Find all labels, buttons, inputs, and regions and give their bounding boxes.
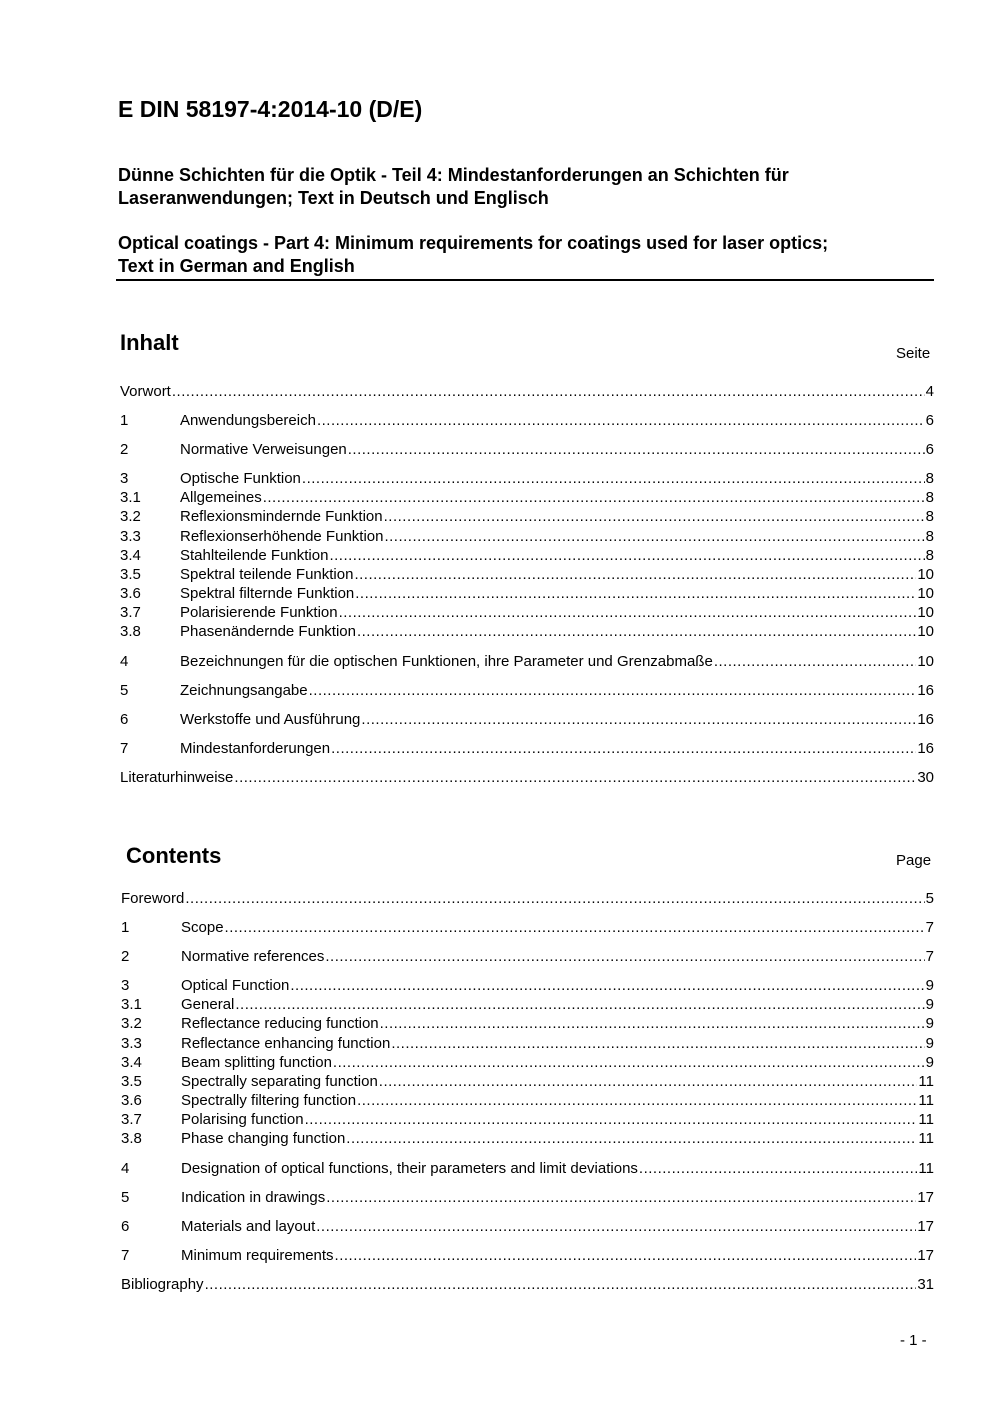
toc-entry-label: Optische Funktion [180,470,301,487]
toc-entry-number: 1 [121,919,130,936]
title-divider [116,279,934,281]
toc-entry-label: Spectrally filtering function [181,1092,357,1109]
subtitle-german-line: Laseranwendungen; Text in Deutsch und Englisch [118,188,549,208]
toc-entry-number: 3.6 [121,1092,142,1109]
toc-entry-label: Reflectance enhancing function [181,1035,391,1052]
toc-entry[interactable] [121,1054,934,1073]
toc-dot-leader [235,996,924,1013]
toc-entry-number: 3.3 [121,1035,142,1052]
toc-entry-number: 4 [121,1160,130,1177]
toc-entry-page: 9 [925,977,934,994]
toc-entry-label: Mindestanforderungen [180,740,331,757]
toc-entry-page: 9 [925,1035,934,1052]
toc-page-label-en: Page [896,852,932,869]
toc-entry-label: Normative references [181,948,325,965]
toc-entry-number: 2 [120,441,129,458]
toc-entry[interactable] [120,547,934,566]
toc-entry-label: Anwendungsbereich [180,412,316,429]
toc-entry-number: 3.1 [120,489,141,506]
toc-entry-number: 3.1 [121,996,142,1013]
toc-dot-leader [317,412,925,429]
toc-entry-label: Spectrally separating function [181,1073,378,1090]
toc-entry-page: 16 [917,682,934,699]
toc-dot-leader [379,1073,918,1090]
toc-entry-label: Scope [181,919,224,936]
toc-entry[interactable] [121,1247,934,1266]
toc-entry-label: Indication in drawings [181,1189,326,1206]
toc-dot-leader [234,769,916,786]
toc-dot-leader [380,1015,925,1032]
toc-entry-page: 11 [918,1092,934,1109]
toc-entry-label: General [181,996,235,1013]
toc-entry[interactable] [120,470,934,489]
toc-dot-leader [346,1130,917,1147]
toc-entry-label: Spektral teilende Funktion [180,566,354,583]
toc-dot-leader [384,508,925,525]
toc-dot-leader [225,919,925,936]
toc-entry[interactable] [121,1130,934,1149]
toc-entry-label: Spektral filternde Funktion [180,585,355,602]
toc-entry[interactable] [121,1035,934,1054]
toc-entry[interactable] [121,977,934,996]
toc-entry-page: 8 [925,508,934,525]
toc-entry[interactable] [121,1092,934,1111]
toc-dot-leader [339,604,917,621]
toc-entry-page: 10 [917,604,934,621]
toc-entry-number: 3 [121,977,130,994]
toc-entry-page: 10 [917,566,934,583]
toc-entry-number: 3.5 [121,1073,142,1090]
toc-entry-page: 4 [925,383,934,400]
toc-entry[interactable] [121,948,934,967]
toc-entry-page: 5 [925,890,934,907]
toc-entry-number: 2 [121,948,130,965]
toc-entry-label: Beam splitting function [181,1054,332,1071]
toc-entry-page: 11 [918,1160,934,1177]
toc-entry-page: 31 [917,1276,934,1293]
toc-dot-leader [302,470,925,487]
toc-entry-number: 3.5 [120,566,141,583]
toc-entry[interactable] [121,1015,934,1034]
toc-dot-leader [205,1276,917,1293]
toc-entry-page: 8 [925,470,934,487]
toc-entry-number: 5 [120,682,129,699]
toc-entry-label: Polarising function [181,1111,304,1128]
page-number: - 1 - [900,1332,927,1349]
toc-entry-number: 3.7 [120,604,141,621]
toc-entry[interactable] [120,489,934,508]
toc-dot-leader [333,1054,925,1071]
toc-entry[interactable] [121,1160,934,1179]
toc-dot-leader [361,711,916,728]
toc-entry-page: 17 [917,1218,934,1235]
toc-dot-leader [714,653,916,670]
toc-entry-page: 16 [917,711,934,728]
toc-entry-number: 3.2 [121,1015,142,1032]
toc-entry-label: Foreword [121,890,185,907]
toc-entry-page: 30 [917,769,934,786]
toc-entry[interactable] [120,740,934,759]
toc-dot-leader [172,383,925,400]
toc-entry-page: 6 [925,441,934,458]
toc-entry-number: 1 [120,412,129,429]
toc-dot-leader [355,585,916,602]
toc-entry-number: 3.4 [121,1054,142,1071]
toc-dot-leader [348,441,925,458]
subtitle-english [118,232,828,278]
toc-dot-leader [329,547,924,564]
toc-dot-leader [290,977,924,994]
toc-entry[interactable] [121,996,934,1015]
toc-entry-label: Bezeichnungen für die optischen Funktionen, ihre Parameter und Grenzabmaße [180,653,713,670]
toc-entry-page: 11 [918,1073,934,1090]
toc-entry-label: Materials and layout [181,1218,316,1235]
toc-entry-label: Normative Verweisungen [180,441,347,458]
toc-dot-leader [325,948,924,965]
toc-entry-label: Minimum requirements [181,1247,334,1264]
toc-entry-number: 4 [120,653,129,670]
toc-entry-label: Optical Function [181,977,290,994]
toc-entry[interactable] [121,1276,934,1295]
toc-entry[interactable] [120,441,934,460]
subtitle-german [118,164,789,210]
toc-entry-label: Zeichnungsangabe [180,682,308,699]
toc-entry[interactable] [120,383,934,402]
toc-entry-label: Werkstoffe und Ausführung [180,711,361,728]
toc-entry-page: 9 [925,996,934,1013]
toc-entry[interactable] [120,566,934,585]
toc-entry[interactable] [120,711,934,730]
toc-entry-label: Stahlteilende Funktion [180,547,329,564]
toc-entry-number: 6 [120,711,129,728]
toc-entry-label: Bibliography [121,1276,204,1293]
subtitle-english-line: Text in German and English [118,256,355,276]
toc-entry-page: 17 [917,1247,934,1264]
subtitle-english-line: Optical coatings - Part 4: Minimum requirements for coatings used for laser optics; [118,233,829,253]
subtitle-german-line: Dünne Schichten für die Optik - Teil 4: Mindestanforderungen an Schichten für [118,165,789,185]
toc-entry-number: 3.8 [120,623,141,640]
toc-entry[interactable] [121,1111,934,1130]
toc-entry[interactable] [120,585,934,604]
toc-entry-page: 8 [925,528,934,545]
toc-dot-leader [391,1035,924,1052]
toc-dot-leader [639,1160,918,1177]
toc-entry-number: 7 [121,1247,130,1264]
toc-entry-page: 8 [925,489,934,506]
toc-dot-leader [357,623,916,640]
toc-entry-label: Reflectance reducing function [181,1015,379,1032]
toc-heading-en: Contents [126,843,222,868]
toc-entry-page: 7 [925,948,934,965]
toc-entry-label: Allgemeines [180,489,262,506]
toc-entry-number: 3.4 [120,547,141,564]
toc-entry-number: 3 [120,470,129,487]
toc-dot-leader [357,1092,917,1109]
toc-entry-page: 7 [925,919,934,936]
toc-entry[interactable] [120,653,934,672]
toc-entry[interactable] [120,508,934,527]
toc-entry[interactable] [120,623,934,642]
toc-entry-number: 3.7 [121,1111,142,1128]
toc-entry-number: 3.3 [120,528,141,545]
toc-entry-page: 10 [917,623,934,640]
toc-dot-leader [316,1218,916,1235]
toc-entry-label: Reflexionsmindernde Funktion [180,508,383,525]
toc-entry-label: Literaturhinweise [120,769,234,786]
toc-entry-page: 16 [917,740,934,757]
toc-dot-leader [331,740,916,757]
toc-page-label-de: Seite [896,345,931,362]
toc-entry[interactable] [121,890,934,909]
toc-entry-label: Vorwort [120,383,171,400]
toc-entry-number: 5 [121,1189,130,1206]
toc-entry[interactable] [120,769,934,788]
toc-entry-page: 8 [925,547,934,564]
toc-dot-leader [326,1189,916,1206]
toc-entry-label: Polarisierende Funktion [180,604,338,621]
toc-entry-page: 9 [925,1054,934,1071]
toc-dot-leader [185,890,924,907]
toc-heading-de: Inhalt [120,330,179,355]
toc-entry-label: Phase changing function [181,1130,346,1147]
toc-dot-leader [354,566,916,583]
toc-entry-label: Phasenändernde Funktion [180,623,356,640]
toc-entry-page: 11 [918,1130,934,1147]
toc-entry-page: 10 [917,585,934,602]
toc-entry[interactable] [120,412,934,431]
toc-entry[interactable] [121,1189,934,1208]
toc-entry[interactable] [121,919,934,938]
toc-dot-leader [305,1111,918,1128]
toc-entry-number: 7 [120,740,129,757]
toc-entry-page: 9 [925,1015,934,1032]
toc-entry-number: 6 [121,1218,130,1235]
toc-entry-number: 3.2 [120,508,141,525]
toc-dot-leader [384,528,924,545]
toc-dot-leader [309,682,917,699]
toc-entry-label: Reflexionserhöhende Funktion [180,528,384,545]
toc-dot-leader [263,489,925,506]
toc-entry[interactable] [120,682,934,701]
toc-entry-number: 3.6 [120,585,141,602]
toc-entry-page: 10 [917,653,934,670]
toc-entry-label: Designation of optical functions, their parameters and limit deviations [181,1160,638,1177]
toc-entry[interactable] [121,1073,934,1092]
toc-entry-number: 3.8 [121,1130,142,1147]
document-title: E DIN 58197-4:2014-10 (D/E) [118,96,423,122]
toc-entry-page: 11 [918,1111,934,1128]
toc-entry-page: 6 [925,412,934,429]
toc-entry[interactable] [121,1218,934,1237]
toc-entry[interactable] [120,604,934,623]
toc-entry-page: 17 [917,1189,934,1206]
toc-entry[interactable] [120,528,934,547]
toc-dot-leader [335,1247,917,1264]
